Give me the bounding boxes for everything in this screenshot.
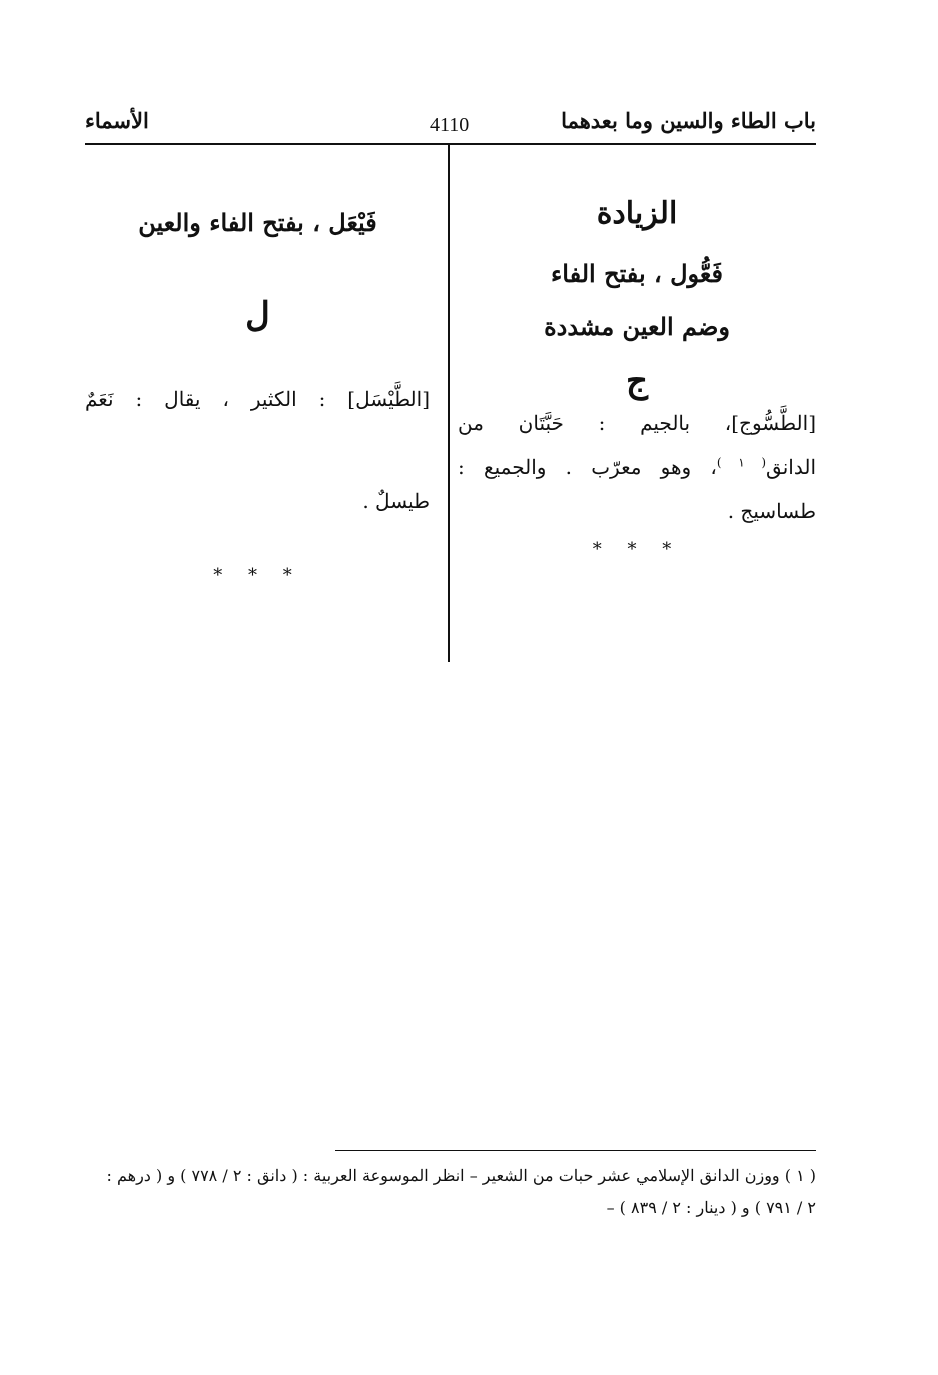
- word-daniq: الدانق: [766, 455, 816, 479]
- pattern-line-2: وضم العين مشددة: [544, 312, 730, 341]
- right-column: [458, 150, 816, 560]
- entry-tassuj-line-2: [458, 455, 816, 479]
- footnote-line-1: ( ١ ) ووزن الدانق الإسلامي عشر حبات من الشعير – انظر الموسوعة العربية : ( دانق : ٢ / ٧٧٨ ) و ( درهم :: [106, 1166, 816, 1185]
- page-number: 4110: [430, 114, 470, 136]
- left-column: [85, 150, 430, 586]
- footnote-rule: [335, 1150, 816, 1151]
- section-stars-right: * * *: [592, 539, 682, 560]
- entry-taysal-line-1: [الطَّيْسَل] : الكثير ، يقال : نَعَمٌ: [85, 387, 430, 411]
- letter-lam: ل: [245, 295, 270, 335]
- heading-addition: الزيادة: [596, 196, 678, 231]
- entry-taysal-line-2: طيسلٌ .: [362, 489, 430, 513]
- section-title: الأسماء: [85, 108, 149, 133]
- letter-jim: ج: [626, 361, 648, 401]
- column-divider: [448, 145, 450, 662]
- entry-tassuj-line-3: طساسيج .: [727, 499, 816, 523]
- footnote: [78, 1160, 816, 1224]
- chapter-title: باب الطاء والسين وما بعدهما: [561, 108, 816, 133]
- pattern-fayal: فَيْعَل ، بفتح الفاء والعين: [138, 208, 377, 237]
- section-stars-left: * * *: [213, 565, 302, 586]
- entry-tassuj-line-1: [الطَّسُّوج]، بالجيم : حَبَّتَان من: [458, 411, 816, 435]
- footnote-line-2: ٢ / ٧٩١ ) و ( دينار : ٢ / ٨٣٩ ) –: [606, 1198, 816, 1217]
- footnote-reference: ( ١ ): [716, 455, 767, 470]
- pattern-line-1: فَعُّول ، بفتح الفاء: [551, 259, 723, 288]
- header-rule: [85, 143, 816, 145]
- page-header: [85, 108, 816, 144]
- entry-tassuj-continuation: ، وهو معرّب . والجميع :: [458, 455, 717, 479]
